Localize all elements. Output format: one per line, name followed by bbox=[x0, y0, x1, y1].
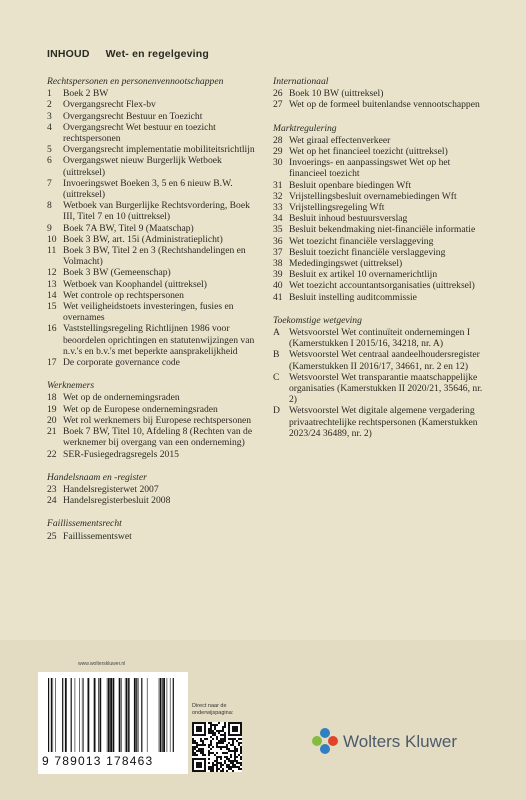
toc-item bbox=[47, 234, 257, 245]
item-title: Wet op de formeel buitenlandse vennootschappen bbox=[289, 99, 480, 111]
wolters-kluwer-logo bbox=[311, 727, 511, 759]
section-title: Internationaal bbox=[273, 76, 329, 87]
item-number: 18 bbox=[47, 392, 57, 404]
toc-item bbox=[273, 99, 488, 110]
item-number: 9 bbox=[47, 222, 52, 234]
toc-item bbox=[273, 269, 488, 280]
item-number: 15 bbox=[47, 301, 57, 313]
left-column bbox=[47, 76, 257, 554]
item-title: Invoeringswet Boeken 3, 5 en 6 nieuw B.W. (uittreksel) bbox=[63, 177, 233, 201]
item-number: 10 bbox=[47, 233, 57, 245]
toc-item bbox=[47, 178, 257, 200]
item-title: Boek 3 BW, Titel 2 en 3 (Rechtshandelingen en Volmacht) bbox=[63, 245, 246, 268]
item-number: D bbox=[273, 405, 280, 417]
item-number: 11 bbox=[47, 245, 57, 257]
toc-item bbox=[273, 258, 488, 269]
item-title: Faillissementswet bbox=[63, 530, 132, 542]
item-number: 33 bbox=[273, 202, 283, 214]
item-number: 8 bbox=[47, 200, 52, 212]
item-title: Wet op de ondernemingsraden bbox=[63, 392, 180, 404]
item-number: 14 bbox=[47, 289, 57, 301]
item-number: 13 bbox=[47, 278, 57, 290]
toc-item bbox=[273, 280, 488, 291]
toc-item bbox=[47, 415, 257, 426]
item-title: Wet rol werknemers bij Europese rechtspersonen bbox=[63, 414, 252, 426]
toc-item bbox=[273, 180, 488, 191]
item-number: 5 bbox=[47, 144, 52, 156]
item-number: B bbox=[273, 349, 280, 361]
toc-item bbox=[47, 279, 257, 290]
item-title: Overgangsrecht Flex-bv bbox=[63, 99, 156, 111]
item-title: Overgangswet nieuw Burgerlijk Wetboek (uittreksel) bbox=[63, 155, 222, 178]
item-title: Wetsvoorstel Wet centraal aandeelhoudersregister (Kamerstukken II 2016/17, 34661, nr. 2 en 12) bbox=[289, 349, 480, 372]
toc-item bbox=[273, 135, 488, 146]
toc-item bbox=[47, 200, 257, 222]
item-title: Invoerings- en aanpassingswet Wet op het financieel toezicht bbox=[289, 157, 451, 180]
toc-item bbox=[47, 426, 257, 448]
item-title: Wet toezicht financiële verslaggeving bbox=[289, 235, 434, 247]
item-title: Wetsvoorstel Wet digitale algemene vergadering privaatrechtelijke rechtspersonen (Kamerstukken 2023/24 36489, nr. 2) bbox=[289, 405, 478, 439]
item-title: Vrijstellingsregeling Wft bbox=[289, 202, 385, 214]
item-title: Wet toezicht accountantsorganisaties (uittreksel) bbox=[289, 280, 475, 292]
toc-item bbox=[47, 404, 257, 415]
item-title: Handelsregisterwet 2007 bbox=[63, 483, 159, 495]
isbn-barcode bbox=[38, 672, 188, 774]
item-number: 1 bbox=[47, 88, 52, 100]
item-number: 26 bbox=[273, 88, 283, 100]
toc-section bbox=[47, 76, 257, 368]
toc-item bbox=[47, 99, 257, 110]
item-title: Wet veiligheidstoets investeringen, fusies en overnames bbox=[63, 301, 234, 324]
toc-item bbox=[273, 224, 488, 235]
item-number: 32 bbox=[273, 190, 283, 202]
item-title: Wet giraal effectenverkeer bbox=[289, 134, 391, 146]
item-number: 3 bbox=[47, 110, 52, 122]
toc-item bbox=[47, 155, 257, 177]
section-title: Toekomstige wetgeving bbox=[273, 314, 362, 326]
website-url[interactable]: www.wolterskluwer.nl bbox=[78, 661, 126, 667]
toc-item bbox=[273, 327, 488, 349]
item-number: 17 bbox=[47, 357, 57, 369]
item-title: Vrijstellingsbesluit overnamebiedingen Wft bbox=[289, 190, 457, 202]
item-number: 35 bbox=[273, 224, 283, 236]
item-title: Vaststellingsregeling Richtlijnen 1986 voor beoordelen oprichtingen en statutenwijzingen van n.v.'s en b.v.'s met beperkte aansprakelijkheid bbox=[63, 323, 255, 357]
toc-item bbox=[47, 267, 257, 278]
toc-item bbox=[47, 449, 257, 460]
toc-section bbox=[47, 518, 257, 541]
toc-section bbox=[47, 380, 257, 459]
toc-item bbox=[273, 213, 488, 224]
contents-title: INHOUD bbox=[47, 48, 90, 60]
toc-item bbox=[273, 191, 488, 202]
toc-item bbox=[47, 245, 257, 267]
item-number: 38 bbox=[273, 258, 283, 270]
item-number: C bbox=[273, 371, 280, 383]
item-number: 7 bbox=[47, 177, 52, 189]
item-number: 40 bbox=[273, 280, 283, 292]
item-title: Boek 10 BW (uittreksel) bbox=[289, 88, 384, 100]
item-number: 27 bbox=[273, 99, 283, 111]
item-number: 12 bbox=[47, 267, 57, 279]
item-title: Wetboek van Koophandel (uittreksel) bbox=[63, 278, 207, 290]
item-title: Besluit instelling auditcommissie bbox=[289, 291, 417, 303]
item-title: Besluit inhoud bestuursverslag bbox=[289, 213, 408, 225]
item-number: 34 bbox=[273, 213, 283, 225]
toc-item bbox=[47, 88, 257, 99]
toc-section bbox=[273, 123, 488, 303]
toc-item bbox=[273, 146, 488, 157]
item-title: Besluit toezicht financiële verslaggeving bbox=[289, 246, 446, 258]
item-number: 2 bbox=[47, 99, 52, 111]
item-title: Handelsregisterbesluit 2008 bbox=[63, 495, 171, 507]
toc-section bbox=[273, 76, 488, 111]
item-title: Overgangsrecht Bestuur en Toezicht bbox=[63, 110, 203, 122]
item-title: Mededingingswet (uittreksel) bbox=[289, 258, 403, 270]
toc-item bbox=[47, 223, 257, 234]
item-number: 16 bbox=[47, 323, 57, 335]
item-number: 30 bbox=[273, 157, 283, 169]
toc-item bbox=[47, 144, 257, 155]
item-title: Boek 3 BW (Gemeenschap) bbox=[63, 267, 171, 279]
toc-section bbox=[273, 315, 488, 439]
item-title: SER-Fusiegedragsregels 2015 bbox=[63, 448, 179, 460]
item-title: Overgangsrecht implementatie mobiliteitsrichtlijn bbox=[63, 144, 255, 156]
item-number: 20 bbox=[47, 414, 57, 426]
item-number: 6 bbox=[47, 155, 52, 167]
toc-item bbox=[47, 111, 257, 122]
item-title: Wetsvoorstel Wet transparantie maatschappelijke organisaties (Kamerstukken II 2020/21, 35646, nr. 2) bbox=[289, 371, 483, 406]
item-number: 4 bbox=[47, 121, 52, 133]
section-title: Rechtspersonen en personenvennootschappen bbox=[47, 76, 224, 87]
toc-item bbox=[273, 88, 488, 99]
toc-item bbox=[273, 236, 488, 247]
item-title: Boek 7 BW, Titel 10, Afdeling 8 (Rechten van de werknemer bij overgang van een onderneming) bbox=[63, 426, 253, 449]
toc-item bbox=[47, 531, 257, 542]
toc-item bbox=[47, 484, 257, 495]
item-title: Wetsvoorstel Wet continuïteit ondernemingen I (Kamerstukken I 2015/16, 34218, nr. A) bbox=[289, 327, 471, 350]
toc-item bbox=[47, 357, 257, 368]
toc-item bbox=[273, 247, 488, 258]
item-title: Wet op de Europese ondernemingsraden bbox=[63, 403, 218, 415]
toc-item bbox=[273, 292, 488, 303]
toc-item bbox=[47, 122, 257, 144]
item-number: 21 bbox=[47, 426, 57, 438]
toc-item bbox=[273, 157, 488, 179]
section-title: Werknemers bbox=[47, 380, 95, 392]
toc-item bbox=[273, 372, 488, 406]
item-number: 39 bbox=[273, 269, 283, 281]
item-number: 31 bbox=[273, 179, 283, 191]
toc-item bbox=[47, 495, 257, 506]
item-number: 28 bbox=[273, 134, 283, 146]
item-number: 25 bbox=[47, 530, 57, 542]
brand-name: Wolters Kluwer bbox=[343, 732, 457, 751]
qr-code-icon[interactable] bbox=[192, 722, 242, 772]
right-column bbox=[273, 76, 488, 451]
item-title: Boek 3 BW, art. 15i (Administratieplicht) bbox=[63, 233, 223, 245]
toc-item bbox=[47, 290, 257, 301]
toc-item bbox=[47, 323, 257, 357]
section-title: Faillissementsrecht bbox=[47, 518, 122, 530]
toc-item bbox=[47, 301, 257, 323]
item-title: Boek 7A BW, Titel 9 (Maatschap) bbox=[63, 222, 194, 234]
isbn-number: 9 789013 178463 bbox=[42, 754, 154, 768]
item-title: Besluit openbare biedingen Wft bbox=[289, 179, 412, 191]
item-number: 22 bbox=[47, 448, 57, 460]
item-title: De corporate governance code bbox=[63, 357, 180, 369]
section-title: Marktregulering bbox=[273, 122, 337, 134]
item-number: 19 bbox=[47, 403, 57, 415]
item-title: Wet op het financieel toezicht (uittreksel) bbox=[289, 146, 448, 158]
item-title: Boek 2 BW bbox=[63, 88, 109, 100]
logo-mark-icon bbox=[311, 727, 339, 755]
contents-subtitle: Wet- en regelgeving bbox=[105, 48, 210, 60]
toc-item bbox=[273, 349, 488, 371]
item-title: Besluit ex artikel 10 overnamerichtlijn bbox=[289, 269, 438, 281]
direct-link-label: Direct naar de onderwijspagina: bbox=[192, 703, 234, 716]
barcode-bars bbox=[48, 678, 178, 752]
item-title: Wet controle op rechtspersonen bbox=[63, 289, 184, 301]
item-number: 24 bbox=[47, 495, 57, 507]
item-number: 23 bbox=[47, 483, 57, 495]
item-number: 37 bbox=[273, 246, 283, 258]
item-title: Besluit bekendmaking niet-financiële informatie bbox=[289, 224, 476, 236]
section-title: Handelsnaam en -register bbox=[47, 471, 147, 483]
toc-item bbox=[273, 202, 488, 213]
toc-section bbox=[47, 472, 257, 507]
item-number: A bbox=[273, 327, 280, 339]
toc-item bbox=[273, 405, 488, 439]
item-title: Overgangsrecht Wet bestuur en toezicht rechtspersonen bbox=[63, 121, 216, 145]
item-number: 41 bbox=[273, 291, 283, 303]
item-number: 36 bbox=[273, 235, 283, 247]
contents-header bbox=[47, 48, 209, 60]
toc-item bbox=[47, 392, 257, 403]
item-title: Wetboek van Burgerlijke Rechtsvordering, Boek III, Titel 7 en 10 (uittreksel) bbox=[63, 200, 250, 223]
item-number: 29 bbox=[273, 146, 283, 158]
